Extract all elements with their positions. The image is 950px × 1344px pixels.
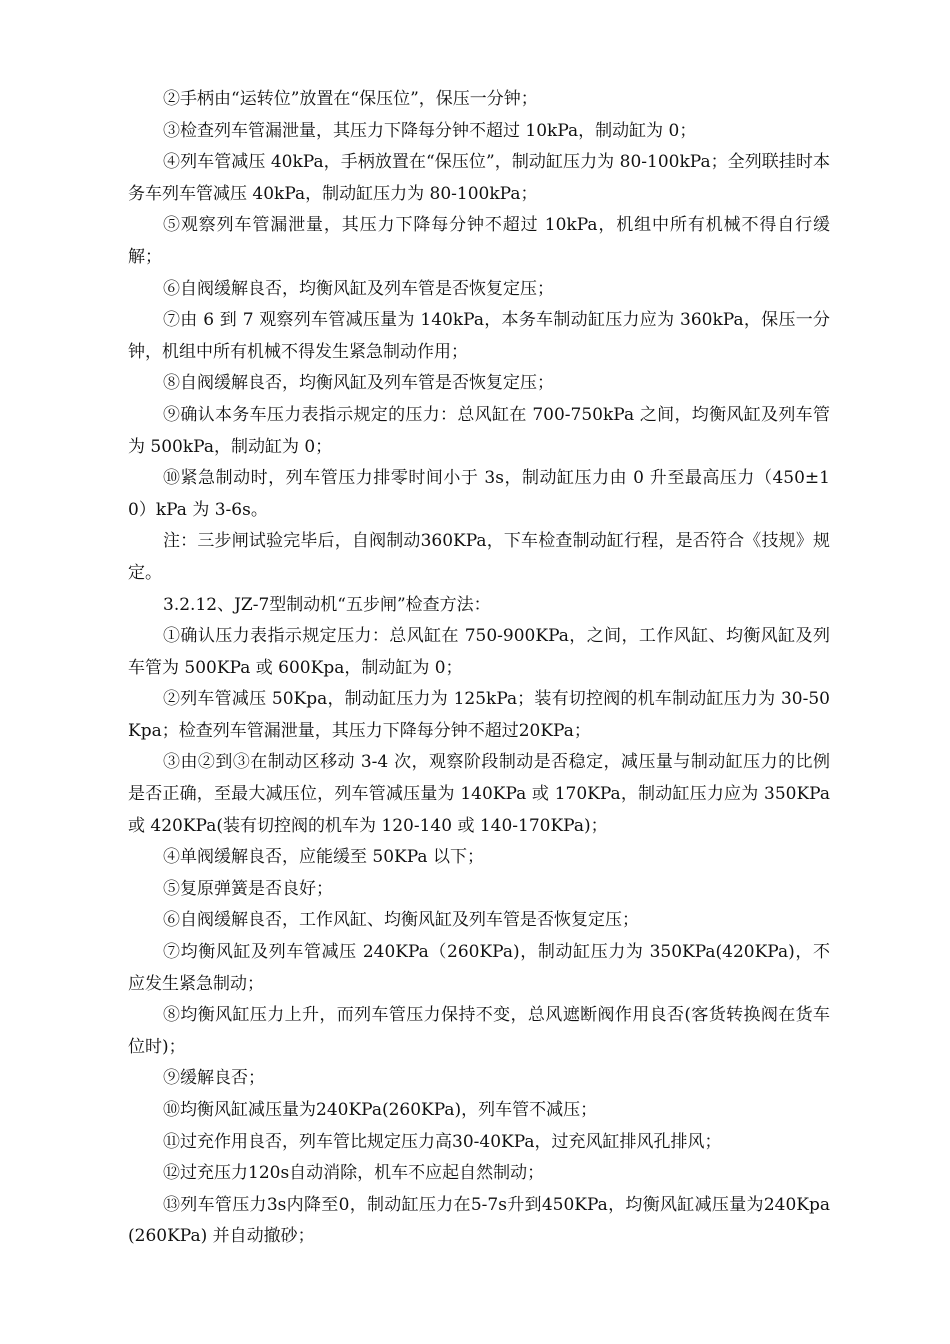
paragraph-2: ③检查列车管漏泄量，其压力下降每分钟不超过 10kPa，制动缸为 0； xyxy=(163,120,697,141)
paragraph-14: ③由②到③在制动区移动 3-4 次，观察阶段制动是否稳定，减压量与制动缸压力的比例是否正确，至最大减压位，列车管减压量为 140KPa 或 170KPa，制动缸压力应为 350KPa 或 420KPa(装有切控阀的机车为 120-140 或 140-170KPa)； xyxy=(128,752,830,836)
paragraph-8: ⑨确认本务车压力表指示规定的压力：总风缸在 700-750kPa 之间，均衡风缸及列车管为 500kPa，制动缸为 0； xyxy=(128,404,830,457)
document-body xyxy=(128,84,830,1253)
paragraph-16: ⑤复原弹簧是否良好； xyxy=(163,878,333,899)
paragraph-3: ④列车管减压 40kPa，手柄放置在“保压位”，制动缸压力为 80-100kPa；全列联挂时本务车列车管减压 40kPa，制动缸压力为 80-100kPa； xyxy=(128,152,830,204)
paragraph-24: ⑬列车管压力3s内降至0，制动缸压力在5-7s升到450KPa，均衡风缸减压量为240Kpa(260KPa) 并自动撤砂； xyxy=(128,1194,830,1247)
paragraph-18: ⑦均衡风缸及列车管减压 240KPa（260KPa)，制动缸压力为 350KPa(420KPa)，不应发生紧急制动； xyxy=(128,942,830,994)
paragraph-7: ⑧自阀缓解良否，均衡风缸及列车管是否恢复定压； xyxy=(163,373,554,394)
paragraph-20: ⑨缓解良否； xyxy=(163,1068,265,1089)
paragraph-22: ⑪过充作用良否，列车管比规定压力高30-40KPa，过充风缸排风孔排风； xyxy=(163,1131,722,1152)
section-heading: 3.2.12、JZ-7型制动机“五步闸”检查方法： xyxy=(163,594,491,615)
note-paragraph: 注：三步闸试验完毕后，自阀制动360KPa，下车检查制动缸行程，是否符合《技规》规定。 xyxy=(128,531,830,583)
paragraph-15: ④单阀缓解良否，应能缓至 50KPa 以下； xyxy=(163,847,484,868)
paragraph-4: ⑤观察列车管漏泄量，其压力下降每分钟不超过 10kPa，机组中所有机械不得自行缓解； xyxy=(128,215,830,267)
paragraph-6: ⑦由 6 到 7 观察列车管减压量为 140kPa，本务车制动缸压力应为 360kPa，保压一分钟，机组中所有机械不得发生紧急制动作用； xyxy=(128,310,830,362)
paragraph-1: ②手柄由“运转位”放置在“保压位”，保压一分钟； xyxy=(163,89,538,109)
paragraph-12: ①确认压力表指示规定压力：总风缸在 750-900KPa，之间，工作风缸、均衡风缸及列车管为 500KPa 或 600Kpa，制动缸为 0； xyxy=(128,626,830,678)
paragraph-9: ⑩紧急制动时，列车管压力排零时间小于 3s，制动缸压力由 0 升至最高压力（450±10）kPa 为 3-6s。 xyxy=(128,468,830,520)
paragraph-23: ⑫过充压力120s自动消除，机车不应起自然制动； xyxy=(163,1163,545,1184)
paragraph-19: ⑧均衡风缸压力上升，而列车管压力保持不变，总风遮断阀作用良否(客货转换阀在货车位时)； xyxy=(128,1005,830,1057)
paragraph-17: ⑥自阀缓解良否，工作风缸、均衡风缸及列车管是否恢复定压； xyxy=(163,910,639,931)
paragraph-5: ⑥自阀缓解良否，均衡风缸及列车管是否恢复定压； xyxy=(163,278,554,299)
paragraph-13: ②列车管减压 50Kpa，制动缸压力为 125kPa；装有切控阀的机车制动缸压力为 30-50Kpa；检查列车管漏泄量，其压力下降每分钟不超过20KPa； xyxy=(128,689,830,741)
paragraph-21: ⑩均衡风缸减压量为240KPa(260KPa)，列车管不减压； xyxy=(163,1100,598,1120)
